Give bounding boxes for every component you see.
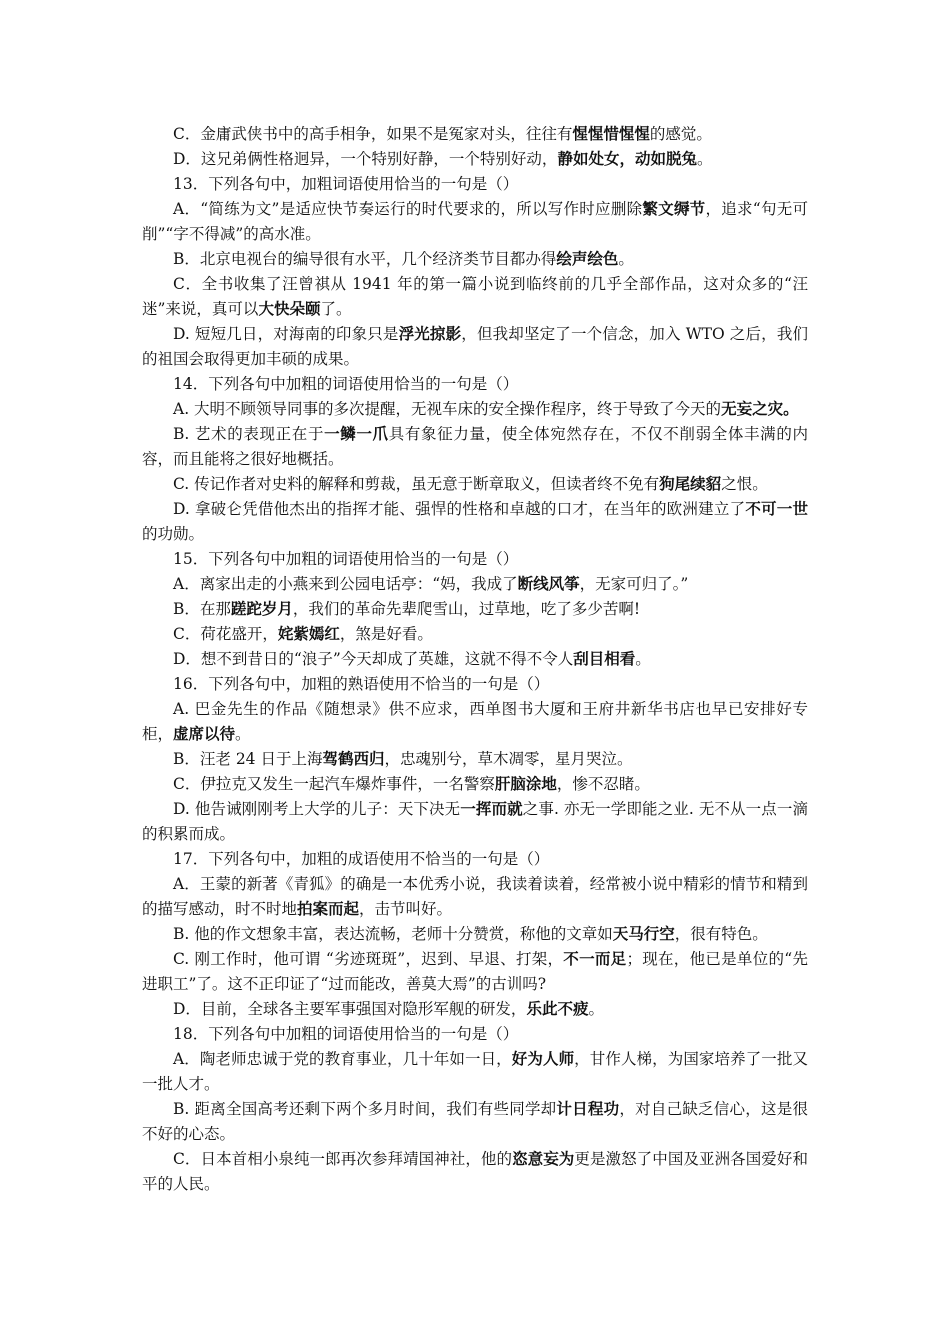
- text-run: B．北京电视台的编导很有水平，几个经济类节目都办得: [173, 250, 557, 268]
- text-run: ，我们的革命先辈爬雪山，过草地，吃了多少苦啊!: [292, 600, 641, 618]
- text-run: C. 传记作者对史料的解释和剪裁，虽无意于断章取义，但读者终不免有: [173, 475, 660, 493]
- bold-term: 不可一世: [745, 500, 808, 518]
- text-run: A. 大明不顾领导同事的多次提醒，无视车床的安全操作程序，终于导致了今天的: [173, 400, 722, 418]
- text-run: 17．下列各句中，加粗的成语使用不恰当的一句是（）: [173, 850, 550, 868]
- text-run: ，击节叫好。: [359, 900, 453, 918]
- text-run: 的功勋。: [142, 525, 205, 543]
- text-run: A．王蒙的新著《青狐》的确是一本优秀小说，我读着读着，经常被小说中精彩的情节和精到的描写感动，时不时地: [142, 875, 808, 918]
- paragraph: [142, 872, 808, 922]
- paragraph: [142, 472, 808, 497]
- text-run: 14．下列各句中加粗的词语使用恰当的一句是（）: [173, 375, 519, 393]
- paragraph: [142, 647, 808, 672]
- paragraph: [142, 922, 808, 947]
- text-run: 更是激怒了中国及亚洲各国爱好和平的人民。: [142, 1150, 808, 1193]
- paragraph: [142, 372, 808, 397]
- bold-term: 驾鹤西归: [322, 750, 385, 768]
- paragraph: [142, 322, 808, 372]
- bold-term: 繁文缛节: [642, 200, 706, 218]
- paragraph: [142, 397, 808, 422]
- text-run: 了。: [320, 300, 352, 318]
- paragraph: [142, 947, 808, 997]
- bold-term: 静如处女，动如脱兔: [557, 150, 697, 168]
- bold-term: 断线风筝: [517, 575, 580, 593]
- text-run: D．这兄弟俩性格迥异，一个特别好静，一个特别好动，: [173, 150, 558, 168]
- paragraph: [142, 172, 808, 197]
- text-run: 之事. 亦无一学即能之业. 无不从一点一滴的积累而成。: [142, 800, 808, 843]
- text-run: B．汪老 24 日于上海: [173, 750, 323, 768]
- text-run: ，煞是好看。: [339, 625, 433, 643]
- paragraph: [142, 772, 808, 797]
- bold-term: 虚席以待: [173, 725, 236, 743]
- text-run: ，无家可归了。”: [579, 575, 689, 593]
- paragraph: [142, 797, 808, 847]
- text-run: 。: [696, 150, 713, 168]
- paragraph: [142, 747, 808, 772]
- paragraph: [142, 997, 808, 1022]
- text-run: ，对自己缺乏信心，这是很不好的心态。: [142, 1100, 808, 1143]
- text-run: ，很有特色。: [674, 925, 768, 943]
- bold-term: 一鳞一爪: [324, 425, 389, 443]
- paragraph: [142, 672, 808, 697]
- text-run: C．日本首相小泉纯一郎再次参拜靖国神社，他的: [173, 1150, 513, 1168]
- text-run: D．目前，全球各主要军事强国对隐形军舰的研发，: [173, 1000, 527, 1018]
- paragraph: [142, 622, 808, 647]
- bold-term: 狗尾续貂: [659, 475, 722, 493]
- bold-term: 绘声绘色: [556, 250, 619, 268]
- text-run: 的感觉。: [649, 125, 712, 143]
- bold-term: 好为人师: [511, 1050, 575, 1068]
- bold-term: 蹉跎岁月: [230, 600, 293, 618]
- text-run: ，追求“句无可削”“字不得减”的高水准。: [142, 200, 808, 243]
- paragraph: [142, 147, 808, 172]
- text-run: 。: [588, 1000, 604, 1018]
- text-run: A. 巴金先生的作品《随想录》供不应求，西单图书大厦和王府井新华书店也早已安排好专柜，: [142, 700, 808, 743]
- bold-term: 无妄之灾。: [721, 400, 799, 418]
- paragraph: [142, 1047, 808, 1097]
- text-run: B．在那: [173, 600, 231, 618]
- paragraph: [142, 572, 808, 597]
- paragraph: [142, 497, 808, 547]
- paragraph: [142, 597, 808, 622]
- text-run: 。: [618, 250, 634, 268]
- paragraph: [142, 422, 808, 472]
- text-run: 。: [635, 650, 651, 668]
- text-run: A．陶老师忠诚于党的教育事业，几十年如一日，: [173, 1050, 512, 1068]
- text-run: C．伊拉克又发生一起汽车爆炸事件，一名警察: [173, 775, 495, 793]
- text-run: D．想不到昔日的“浪子”今天却成了英雄，这就不得不令人: [173, 650, 574, 668]
- bold-term: 姹紫嫣红: [277, 625, 340, 643]
- text-run: C．金庸武侠书中的高手相争，如果不是冤家对头，往往有: [173, 125, 573, 143]
- bold-term: 计日程功: [556, 1100, 620, 1118]
- text-run: C．全书收集了汪曾祺从 1941 年的第一篇小说到临终前的几乎全部作品，这对众多的“汪迷”来说，真可以: [142, 275, 808, 318]
- paragraph: [142, 272, 808, 322]
- text-run: B. 距离全国高考还剩下两个多月时间，我们有些同学却: [173, 1100, 557, 1118]
- text-run: 18．下列各句中加粗的词语使用恰当的一句是（）: [173, 1025, 519, 1043]
- bold-term: 浮光掠影: [398, 325, 462, 343]
- text-run: ，但我却坚定了一个信念，加入 WTO 之后，我们的祖国会取得更加丰硕的成果。: [142, 325, 808, 368]
- text-run: 16．下列各句中，加粗的熟语使用不恰当的一句是（）: [173, 675, 550, 693]
- paragraph: [142, 697, 808, 747]
- text-run: 之恨。: [721, 475, 768, 493]
- document-page: [142, 122, 808, 1197]
- text-run: C．荷花盛开，: [173, 625, 278, 643]
- paragraph: [142, 847, 808, 872]
- text-run: C. 刚工作时，他可谓 “劣迹斑斑”，迟到、早退、打架，: [173, 950, 564, 968]
- paragraph: [142, 547, 808, 572]
- text-run: 具有象征力量，使全体宛然存在，不仅不削弱全体丰满的内容，而且能将之很好地概括。: [142, 425, 808, 468]
- bold-term: 大快朵颐: [258, 300, 321, 318]
- bold-term: 乐此不疲: [526, 1000, 589, 1018]
- text-run: 15．下列各句中加粗的词语使用恰当的一句是（）: [173, 550, 519, 568]
- bold-term: 一挥而就: [460, 800, 523, 818]
- text-run: A．离家出走的小燕来到公园电话亭：“妈，我成了: [173, 575, 518, 593]
- paragraph: [142, 197, 808, 247]
- text-run: ，忠魂别兮，草木凋零，星月哭泣。: [384, 750, 633, 768]
- text-run: A．“简练为文”是适应快节奏运行的时代要求的，所以写作时应删除: [173, 200, 643, 218]
- text-run: B. 艺术的表现正在于: [173, 425, 325, 443]
- text-run: ，甘作人梯，为国家培养了一批又一批人才。: [142, 1050, 808, 1093]
- text-run: 。: [235, 725, 251, 743]
- bold-term: 惺惺惜惺惺: [572, 125, 650, 143]
- bold-term: 肝脑涂地: [494, 775, 557, 793]
- paragraph: [142, 1097, 808, 1147]
- text-run: B. 他的作文想象丰富，表达流畅，老师十分赞赏，称他的文章如: [173, 925, 613, 943]
- text-run: D. 他告诫刚刚考上大学的儿子：天下决无: [173, 800, 461, 818]
- bold-term: 恣意妄为: [512, 1150, 575, 1168]
- text-run: D. 拿破仑凭借他杰出的指挥才能、强悍的性格和卓越的口才，在当年的欧洲建立了: [173, 500, 746, 518]
- bold-term: 刮目相看: [573, 650, 636, 668]
- text-run: 13．下列各句中，加粗词语使用恰当的一句是（）: [173, 175, 519, 193]
- paragraph: [142, 247, 808, 272]
- bold-term: 不一而足: [563, 950, 627, 968]
- text-run: ；现在，他已是单位的“先进职工”了。这不正印证了“过而能改，善莫大焉”的古训吗?: [142, 950, 808, 993]
- text-run: D. 短短几日，对海南的印象只是: [173, 325, 399, 343]
- paragraph: [142, 1022, 808, 1047]
- paragraph: [142, 122, 808, 147]
- text-run: ，惨不忍睹。: [556, 775, 650, 793]
- bold-term: 拍案而起: [297, 900, 360, 918]
- paragraph: [142, 1147, 808, 1197]
- bold-term: 天马行空: [612, 925, 675, 943]
